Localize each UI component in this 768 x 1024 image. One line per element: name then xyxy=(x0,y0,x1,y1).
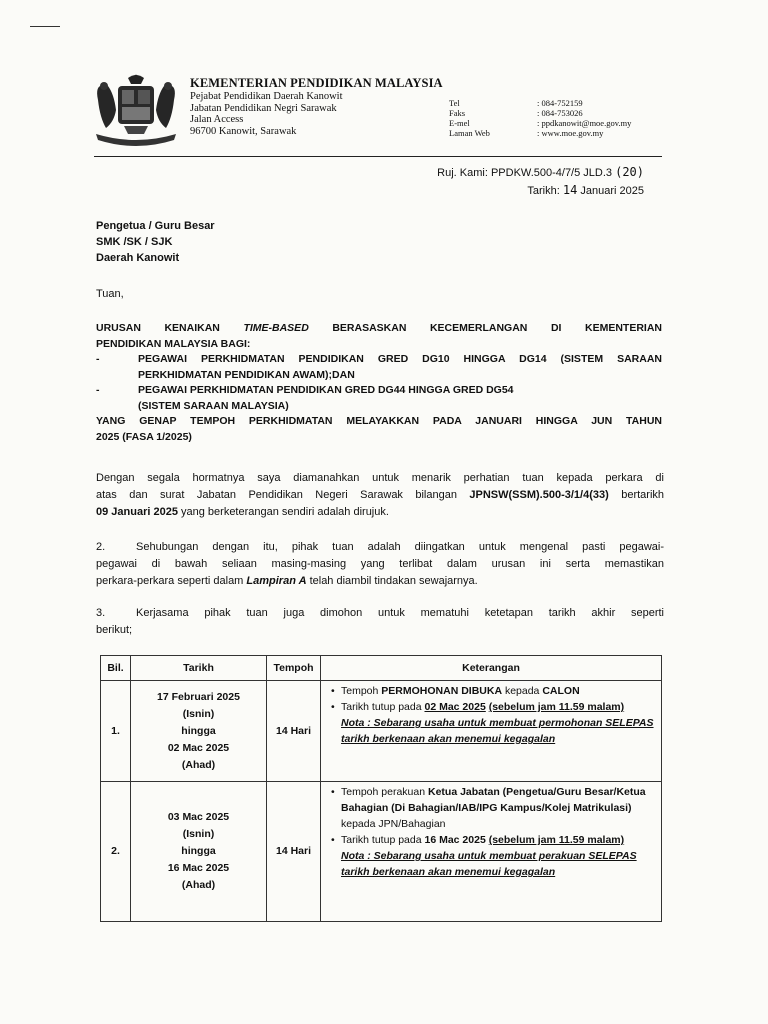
street-line: Jalan Access xyxy=(190,114,244,125)
tarikh-line: (Isnin) xyxy=(182,828,215,840)
contact-key: Faks xyxy=(449,108,466,118)
department-line: Jabatan Pendidikan Negri Sarawak xyxy=(190,102,337,114)
tarikh-label: Tarikh: xyxy=(527,185,563,197)
keterangan-text: Tarikh tutup pada xyxy=(341,834,425,846)
subject-text: URUSAN KENAIKAN xyxy=(96,322,244,334)
subject-text: PEGAWAI PERKHIDMATAN PENDIDIKAN GRED DG44 HINGGA GRED DG54 xyxy=(138,384,514,396)
ministry-name: KEMENTERIAN PENDIDIKAN MALAYSIA xyxy=(190,76,443,90)
keterangan-text: Tempoh perakuan xyxy=(341,786,428,798)
contact-key: Laman Web xyxy=(449,128,490,138)
ruj-label: Ruj. Kami: PPDKW.500-4/7/5 JLD.3 xyxy=(437,167,616,179)
nota-warning: Nota : Sebarang usaha untuk membuat permohonan SELEPAS tarikh berkenaan akan menemui kegagalan xyxy=(341,717,654,745)
header-rule xyxy=(94,156,662,157)
tarikh-rest: Januari 2025 xyxy=(577,185,644,197)
paragraph-1 xyxy=(96,470,664,521)
coat-of-arms-icon xyxy=(88,72,184,150)
para-text: perkara-perkara seperti dalam xyxy=(96,575,247,587)
para-text: atas dan surat Jabatan Pendidikan Negeri Sarawak bilangan xyxy=(96,489,470,501)
paragraph-3 xyxy=(96,605,664,639)
nota-warning: Nota : Sebarang usaha untuk membuat perakuan SELEPAS tarikh berkenaan akan menemui kegagalan xyxy=(341,850,637,878)
subject-text: PERKHIDMATAN PENDIDIKAN AWAM);DAN xyxy=(138,368,355,381)
keterangan-bullet: • Tempoh perakuan Ketua Jabatan (Pengetua/Guru Besar/Ketua Bahagian (Di Bahagian/IAB/IPG Kampus/Kolej Matrikulasi) kepada JPN/Bahagian xyxy=(331,786,646,830)
tarikh-line: (Isnin) xyxy=(182,707,215,720)
para-line xyxy=(96,573,664,590)
subject-text: PEGAWAI PERKHIDMATAN PENDIDIKAN GRED DG10 HINGGA DG14 (SISTEM SARAAN xyxy=(138,353,662,365)
bil-cell: 1. xyxy=(101,681,131,782)
contact-key: Tel xyxy=(449,98,460,108)
para-line: berikut; xyxy=(96,624,133,636)
dash: - xyxy=(96,384,100,396)
subject-text: (SISTEM SARAAN MALAYSIA) xyxy=(138,399,289,412)
tarikh-line: (Ahad) xyxy=(181,879,216,891)
keterangan-text: Tarikh tutup pada xyxy=(341,701,425,713)
para-text: Sehubungan dengan itu, pihak tuan adalah diingatkan untuk mengenal pasti pegawai- xyxy=(136,541,664,553)
keterangan-text: Tempoh xyxy=(341,685,382,697)
recipient-line: Daerah Kanowit xyxy=(96,252,180,264)
recipient-block xyxy=(96,218,215,266)
tarikh-line: 16 Mac 2025 xyxy=(167,862,230,874)
subject-text: BERASASKAN KECEMERLANGAN DI KEMENTERIAN xyxy=(308,322,662,334)
keterangan-bullet: • Tarikh tutup pada 16 Mac 2025 (sebelum jam 11.59 malam) xyxy=(331,834,625,846)
para-line xyxy=(96,487,664,504)
close-date: 02 Mac 2025 xyxy=(424,701,486,713)
column-header: Tarikh xyxy=(131,656,267,681)
table-row xyxy=(101,681,662,782)
table-row xyxy=(101,782,662,922)
reference-number xyxy=(437,165,644,179)
deadline-table xyxy=(100,655,662,922)
letter-date xyxy=(527,183,644,197)
office-line: Pejabat Pendidikan Daerah Kanowit xyxy=(190,91,343,102)
tarikh-line: 03 Mac 2025 xyxy=(167,811,230,823)
tarikh-line: (Ahad) xyxy=(181,758,216,771)
subject-italic: TIME-BASED xyxy=(243,322,309,334)
subject-line: PENDIDIKAN MALAYSIA BAGI: xyxy=(96,337,251,350)
bil-cell: 2. xyxy=(101,782,131,922)
tempoh-cell: 14 Hari xyxy=(267,782,321,922)
para-text: yang berketerangan sendiri adalah dirujuk. xyxy=(177,506,389,518)
para-bold-italic: Lampiran A xyxy=(246,575,307,587)
column-header: Keterangan xyxy=(321,656,662,681)
tarikh-handwritten: 14 xyxy=(562,183,578,197)
tarikh-line: hingga xyxy=(181,724,216,737)
keterangan-bold: CALON xyxy=(542,685,580,697)
keterangan-bullet: • Tarikh tutup pada 02 Mac 2025 (sebelum jam 11.59 malam) xyxy=(331,701,625,713)
table-header-row xyxy=(101,656,662,681)
para-bold: JPNSW(SSM).500-3/1/4(33) xyxy=(469,489,609,501)
subject-line: 2025 (FASA 1/2025) xyxy=(96,430,192,443)
para-line: pegawai di bawah seliaan masing-masing yang terlibat dalam urusan ini serta memastikan xyxy=(96,558,664,570)
recipient-line: SMK /SK / SJK xyxy=(96,236,173,248)
letterhead xyxy=(190,76,443,137)
subject-bullet xyxy=(96,383,662,414)
para-text: bertarikh xyxy=(608,489,665,501)
tarikh-line: 17 Februari 2025 xyxy=(157,690,240,703)
tarikh-line: hingga xyxy=(181,845,216,857)
subject-bullet xyxy=(96,352,662,383)
column-header: Bil. xyxy=(101,656,131,681)
para-line xyxy=(96,605,664,622)
paragraph-2 xyxy=(96,539,664,590)
contact-key: E-mel xyxy=(449,118,470,128)
para-number: 2. xyxy=(96,541,106,553)
dash: - xyxy=(96,353,100,365)
contact-value: : www.moe.gov.my xyxy=(537,128,604,138)
keterangan-text: kepada xyxy=(502,685,543,697)
keterangan-cell xyxy=(321,681,662,782)
keterangan-text: kepada JPN/Bahagian xyxy=(341,818,446,830)
para-text: Kerjasama pihak tuan juga dimohon untuk mematuhi ketetapan tarikh akhir seperti xyxy=(136,607,664,619)
column-header: Tempoh xyxy=(267,656,321,681)
contact-value: : 084-752159 xyxy=(537,98,583,108)
para-number: 3. xyxy=(96,607,106,619)
contact-value: : 084-753026 xyxy=(537,108,583,118)
para-line: Dengan segala hormatnya saya diamanahkan untuk menarik perhatian tuan kepada perkara di xyxy=(96,472,664,484)
keterangan-bold: PERMOHONAN DIBUKA xyxy=(381,685,503,697)
para-bold: 09 Januari 2025 xyxy=(96,506,178,518)
keterangan-cell xyxy=(321,782,662,922)
scan-mark xyxy=(30,26,60,27)
tempoh-cell: 14 Hari xyxy=(267,681,321,782)
subject-line: YANG GENAP TEMPOH PERKHIDMATAN MELAYAKKAN PADA JANUARI HINGGA JUN TAHUN xyxy=(96,415,662,427)
close-time: (sebelum jam 11.59 malam) xyxy=(488,834,625,846)
para-line xyxy=(96,504,664,521)
tarikh-cell xyxy=(131,681,267,782)
contact-value: : ppdkanowit@moe.gov.my xyxy=(537,118,632,128)
para-line xyxy=(96,539,664,556)
subject-block xyxy=(96,321,662,445)
para-text: telah diambil tindakan sewajarnya. xyxy=(306,575,478,587)
contact-block xyxy=(449,98,631,138)
tarikh-line: 02 Mac 2025 xyxy=(167,741,230,754)
ruj-handwritten: (20) xyxy=(615,165,644,179)
salutation: Tuan, xyxy=(96,288,124,300)
keterangan-bold: Ketua Jabatan (Pengetua/Guru Besar/Ketua Bahagian (Di Bahagian/IAB/IPG Kampus/Kolej Matrikulasi) xyxy=(341,786,646,814)
postcode-line: 96700 Kanowit, Sarawak xyxy=(190,125,297,137)
tarikh-cell xyxy=(131,782,267,922)
close-time: (sebelum jam 11.59 malam) xyxy=(488,701,625,713)
close-date: 16 Mac 2025 xyxy=(424,834,486,846)
keterangan-bullet: • Tempoh PERMOHONAN DIBUKA kepada CALON xyxy=(331,685,580,697)
recipient-line: Pengetua / Guru Besar xyxy=(96,220,215,232)
subject-line xyxy=(96,321,662,337)
